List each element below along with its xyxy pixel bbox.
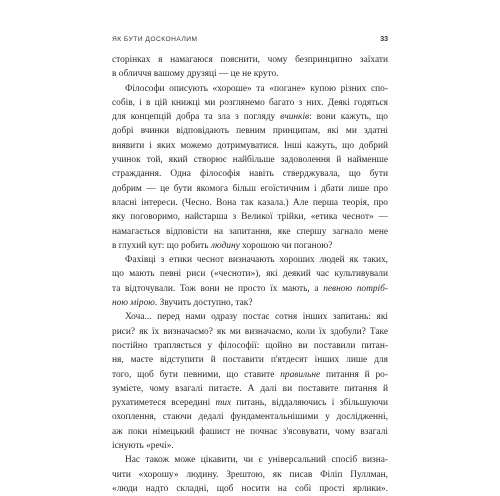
text-run: Хоча... перед нами одразу постає сотня інших запитань: які	[125, 312, 388, 323]
text-line	[112, 167, 388, 181]
text-run: того, щоб бути певними, що ставите	[112, 369, 281, 380]
text-line	[112, 368, 388, 382]
text-line	[112, 410, 388, 424]
text-run: яку поговоримо, найстарша з Великої трійки, «етика чеснот» —	[112, 212, 388, 223]
text-line	[112, 296, 388, 310]
text-line	[112, 53, 388, 67]
text-run: рухатиметеся всередині	[112, 398, 216, 409]
text-run: страждання. Одна філософія навіть стверджувала, що бути	[112, 169, 388, 180]
italic-text: тих	[215, 398, 232, 409]
text-run: Фахівці з етики чеснот визначають хороших людей як таких,	[125, 255, 388, 266]
text-line	[112, 439, 388, 453]
text-line	[112, 225, 388, 239]
text-line	[112, 482, 388, 496]
text-line	[112, 425, 388, 439]
text-run: що мають певні риси («чесноти»), які деякий час культивували	[112, 269, 388, 280]
text-run: Філософи описують «хороше» та «погане» купою різних спо-	[125, 83, 388, 94]
text-run: питань, віддаляючись і збільшуючи	[231, 398, 388, 409]
text-run: . Звучить доступно, так?	[154, 298, 253, 309]
italic-text: вчинків	[280, 112, 310, 123]
text-run: добрим — це бути якомога більш егоїстичним і дбати лише про	[112, 183, 388, 194]
italic-text: ною мірою	[112, 298, 155, 309]
text-run: : вони кажуть, що	[309, 112, 388, 123]
text-line	[112, 382, 388, 396]
text-line	[112, 396, 388, 410]
text-run: зумієте, чому взагалі питаєте. А далі ви поставите питання й	[112, 383, 388, 394]
text-run: для концепцій добра та зла з погляду	[112, 112, 281, 123]
text-line	[112, 124, 388, 138]
text-run: аж поки німецький фашист не почнає з'ясовувати, чому взагалі	[112, 426, 388, 437]
body-text	[112, 53, 388, 496]
text-run: існують «речі».	[112, 441, 174, 452]
text-line	[112, 310, 388, 324]
text-line	[112, 339, 388, 353]
text-run: питання й ро-	[320, 369, 388, 380]
text-run: добрі вчинки відповідають певним принципам, які ми здатні	[112, 126, 388, 137]
text-run: чити «хорошу» людину. Зрештою, як писав Філіп Пуллман,	[112, 469, 388, 480]
text-line	[112, 453, 388, 467]
text-line	[112, 153, 388, 167]
text-line	[112, 468, 388, 482]
text-run: риси? як їх визначаємо? як ми визначаємо, коли їх здобули? Таке	[112, 326, 388, 337]
text-run: «люди надто складні, щоб носити на собі прості ярлики».	[112, 483, 388, 494]
italic-text: людину	[210, 240, 240, 251]
text-run: власні інтереси. (Чесно. Вона так казала.) Але перша теорія, про	[112, 197, 388, 208]
running-header	[112, 36, 388, 43]
text-run: сторінках я намагаюся пояснити, чому безпринципно заїхати	[112, 55, 388, 65]
text-line	[112, 253, 388, 267]
text-line	[112, 139, 388, 153]
text-line	[112, 182, 388, 196]
running-title: ЯК БУТИ ДОСКОНАЛИМ	[112, 36, 198, 43]
text-line	[112, 196, 388, 210]
text-line	[112, 267, 388, 281]
text-run: постійно трапляється у філософії: щойно ви поставили питан-	[112, 340, 388, 351]
text-run: хорошою чи поганою?	[239, 240, 333, 251]
text-run: ня, маєте відступити й поставити п'ятдесят інших лише для	[112, 355, 388, 366]
text-line	[112, 67, 388, 81]
text-line	[112, 325, 388, 339]
italic-text: правильне	[280, 369, 321, 380]
italic-text: певною потріб-	[323, 283, 388, 294]
text-run: та відточували. Тож вони не просто їх мають, а	[112, 283, 324, 294]
text-run: учинок той, який створює найбільше задоволення й найменше	[112, 155, 388, 166]
text-line	[112, 282, 388, 296]
text-run: в глухий кут: що робить	[112, 240, 211, 251]
text-line	[112, 96, 388, 110]
text-line	[112, 239, 388, 253]
text-line	[112, 110, 388, 124]
text-run: виявити і яких можемо дотримуватися. Інші кажуть, що добрий	[112, 140, 388, 151]
text-run: Нас також може цікавити, чи є універсальний спосіб визна-	[125, 455, 388, 466]
text-run: намагається відповісти на запитання, яке спершу загнало мене	[112, 226, 388, 237]
text-run: собів, і в цій книжці ми розглянемо багато з них. Деякі годяться	[112, 97, 388, 108]
text-run: в обличчя вашому друзяці — це не круто.	[112, 69, 279, 80]
page-number: 33	[380, 36, 388, 43]
text-run: охоплення, стаючи дедалі фундаментальнішими у дослідженні,	[112, 412, 388, 423]
text-line	[112, 82, 388, 96]
text-line	[112, 353, 388, 367]
text-line	[112, 210, 388, 224]
